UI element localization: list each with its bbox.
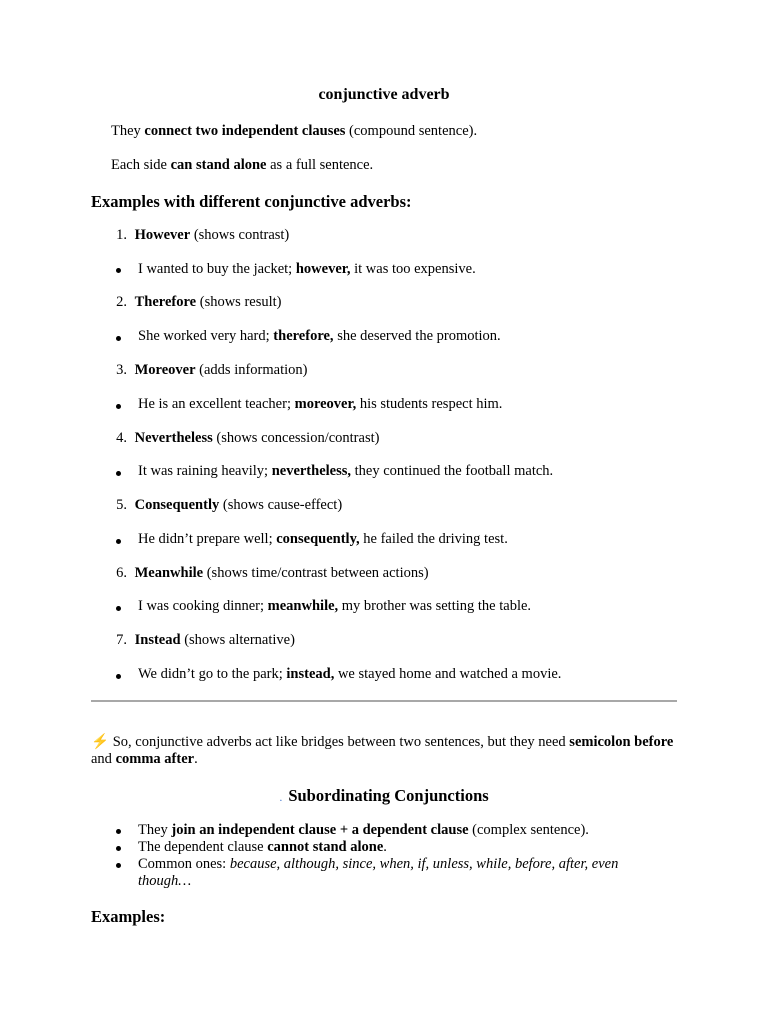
- examples-heading-2: Examples:: [91, 907, 166, 926]
- adverb-note: (shows result): [196, 294, 282, 310]
- text: my brother was setting the table.: [338, 598, 532, 614]
- intro-line-1: [111, 123, 477, 140]
- adverb-note: (shows concession/contrast): [212, 430, 380, 446]
- bold-text: semicolon before: [569, 734, 674, 750]
- bold-text: connect two independent clauses: [144, 123, 346, 139]
- bullet-icon: [116, 829, 121, 834]
- item-number: 6.: [116, 565, 127, 581]
- bullet-icon: [116, 606, 121, 611]
- heading-text: Subordinating Conjunctions: [288, 786, 489, 805]
- bullet-icon: [116, 268, 121, 273]
- adverb: Meanwhile: [134, 565, 204, 581]
- bold-text: cannot stand alone: [267, 839, 384, 855]
- item-number: 1.: [116, 227, 127, 243]
- text: we stayed home and watched a movie.: [334, 666, 562, 682]
- text: I was cooking dinner;: [138, 598, 268, 614]
- text: and: [91, 751, 116, 767]
- text: .: [194, 751, 198, 767]
- subordinating-heading: [0, 786, 768, 806]
- bold-text: moreover,: [294, 396, 357, 412]
- bullet-icon: [116, 539, 121, 544]
- adverb-note: (adds information): [195, 362, 308, 378]
- adverb: Moreover: [134, 362, 196, 378]
- text: she deserved the promotion.: [333, 328, 501, 344]
- numbered-item-5: [107, 497, 342, 514]
- text: It was raining heavily;: [138, 463, 272, 479]
- example-sentence-4: [138, 463, 553, 480]
- bullet-icon: [116, 863, 121, 868]
- text: We didn’t go to the park;: [138, 666, 287, 682]
- bullet-icon: [116, 846, 121, 851]
- sub-bullet-3: [138, 856, 663, 890]
- adverb: However: [134, 227, 191, 243]
- bold-text: can stand alone: [170, 157, 267, 173]
- bullet-icon: [116, 471, 121, 476]
- adverb: Nevertheless: [134, 430, 213, 446]
- sub-bullet-2: [138, 839, 387, 856]
- text: as a full sentence.: [266, 157, 374, 173]
- bold-text: nevertheless,: [271, 463, 352, 479]
- example-sentence-1: [138, 261, 476, 278]
- text: He is an excellent teacher;: [138, 396, 295, 412]
- bullet-icon: [116, 404, 121, 409]
- horizontal-rule: [91, 700, 677, 702]
- example-sentence-5: [138, 531, 508, 548]
- intro-line-2: [111, 157, 373, 174]
- bold-text: consequently,: [276, 531, 360, 547]
- example-sentence-7: [138, 666, 561, 683]
- italic-text: because, although, since, when, if, unless, while, before, after, even though…: [138, 856, 619, 889]
- numbered-item-2: [107, 294, 282, 311]
- text: So, conjunctive adverbs act like bridges between two sentences, but they need: [109, 734, 570, 750]
- examples-heading: Examples with different conjunctive adverbs:: [91, 192, 412, 211]
- heading-marker: .: [279, 790, 283, 804]
- adverb-note: (shows contrast): [190, 227, 290, 243]
- numbered-item-6: [107, 565, 429, 582]
- text: He didn’t prepare well;: [138, 531, 277, 547]
- text: his students respect him.: [356, 396, 503, 412]
- bold-text: instead,: [286, 666, 335, 682]
- adverb-note: (shows time/contrast between actions): [203, 565, 429, 581]
- lightning-icon: ⚡: [91, 734, 110, 750]
- item-number: 4.: [116, 430, 127, 446]
- item-number: 5.: [116, 497, 127, 513]
- bold-text: comma after: [115, 751, 195, 767]
- text: They: [138, 822, 172, 838]
- sub-bullet-1: [138, 822, 589, 839]
- bold-text: join an independent clause + a dependent clause: [171, 822, 469, 838]
- adverb-note: (shows cause-effect): [219, 497, 343, 513]
- text: (complex sentence).: [468, 822, 589, 838]
- example-sentence-2: [138, 328, 501, 345]
- summary-paragraph: [91, 734, 681, 768]
- numbered-item-3: [107, 362, 308, 379]
- adverb-note: (shows alternative): [180, 632, 295, 648]
- item-number: 2.: [116, 294, 127, 310]
- text: I wanted to buy the jacket;: [138, 261, 296, 277]
- text: They: [111, 123, 145, 139]
- numbered-item-1: [107, 227, 289, 244]
- bullet-icon: [116, 674, 121, 679]
- text: Each side: [111, 157, 171, 173]
- example-sentence-3: [138, 396, 502, 413]
- adverb: Therefore: [134, 294, 197, 310]
- page-title: conjunctive adverb: [318, 86, 450, 103]
- adverb: Instead: [134, 632, 181, 648]
- text: they continued the football match.: [351, 463, 554, 479]
- text: it was too expensive.: [350, 261, 476, 277]
- text: .: [383, 839, 387, 855]
- item-number: 3.: [116, 362, 127, 378]
- text: Common ones:: [138, 856, 230, 872]
- numbered-item-4: [107, 430, 379, 447]
- item-number: 7.: [116, 632, 127, 648]
- example-sentence-6: [138, 598, 531, 615]
- text: he failed the driving test.: [359, 531, 508, 547]
- numbered-item-7: [107, 632, 295, 649]
- text: The dependent clause: [138, 839, 268, 855]
- bold-text: however,: [295, 261, 351, 277]
- bullet-icon: [116, 336, 121, 341]
- bold-text: meanwhile,: [267, 598, 339, 614]
- bold-text: therefore,: [273, 328, 334, 344]
- text: (compound sentence).: [345, 123, 478, 139]
- adverb: Consequently: [134, 497, 220, 513]
- text: She worked very hard;: [138, 328, 274, 344]
